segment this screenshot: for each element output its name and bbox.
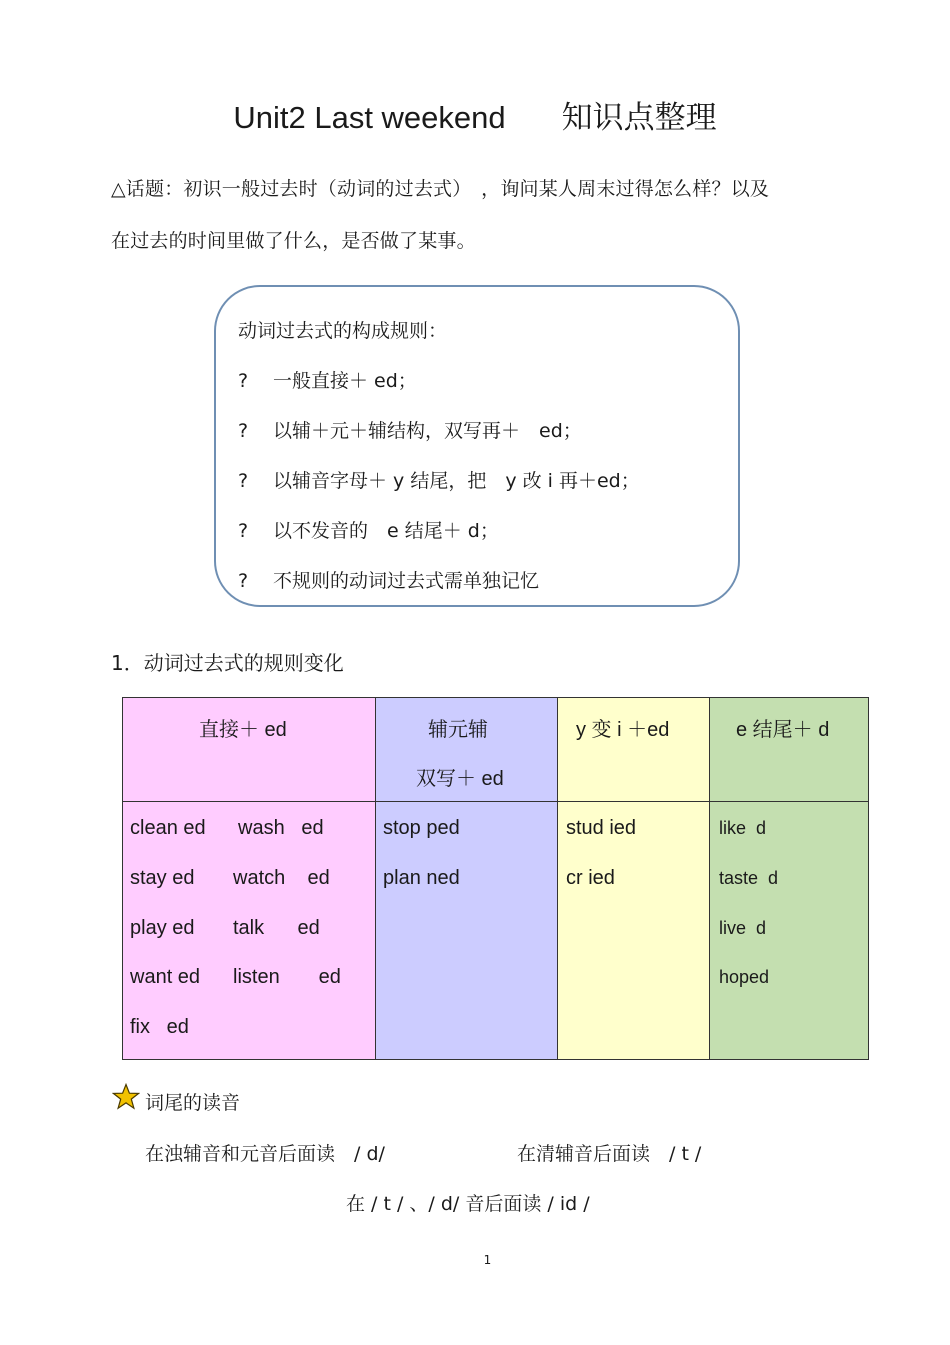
intro-line-1: △话题：初识一般过去时（动词的过去式） ，询问某人周末过得怎么样？以及 bbox=[111, 178, 770, 200]
header-double-ed: 双写＋ ed bbox=[416, 768, 504, 790]
table-cell: stop ped bbox=[383, 817, 460, 839]
table-cell: cr ied bbox=[566, 867, 615, 889]
header-divider bbox=[123, 801, 868, 802]
pronunciation-t-d: 在 / t / 、/ d/ 音后面读 / id / bbox=[346, 1193, 590, 1215]
rule-item: ? 一般直接＋ ed； bbox=[238, 370, 417, 392]
header-direct-ed: 直接＋ ed bbox=[199, 719, 287, 741]
page-number: 1 bbox=[483, 1253, 492, 1267]
table-cell: play ed bbox=[130, 917, 195, 939]
table-cell: listen ed bbox=[233, 966, 341, 988]
pronunciation-voiced: 在浊辅音和元音后面读 / d/ bbox=[145, 1143, 385, 1165]
bullet-icon: ? bbox=[238, 570, 249, 592]
column-e-ending bbox=[710, 698, 868, 1059]
table-cell: like d bbox=[719, 818, 767, 838]
table-cell: clean ed bbox=[130, 817, 206, 839]
column-direct-ed bbox=[123, 698, 376, 1059]
table-cell: stay ed bbox=[130, 867, 195, 889]
bullet-icon: ? bbox=[238, 420, 249, 442]
pronunciation-heading: 词尾的读音 bbox=[145, 1092, 241, 1114]
bullet-icon: ? bbox=[238, 520, 249, 542]
star-icon bbox=[112, 1083, 140, 1111]
past-tense-table bbox=[122, 697, 869, 1060]
table-cell: stud ied bbox=[566, 817, 637, 839]
header-y-to-i: y 变 i ＋ed bbox=[576, 719, 670, 741]
table-cell: plan ned bbox=[383, 867, 460, 889]
title-chinese: 知识点整理 bbox=[561, 100, 717, 136]
table-cell: wash ed bbox=[238, 817, 324, 839]
title-english: Unit2 Last weekend bbox=[233, 100, 506, 135]
table-cell: fix ed bbox=[130, 1016, 189, 1038]
pronunciation-voiceless: 在清辅音后面读 / t / bbox=[517, 1143, 702, 1165]
table-cell: hoped bbox=[719, 967, 770, 987]
rules-heading: 动词过去式的构成规则： bbox=[238, 320, 448, 342]
rule-item: ? 不规则的动词过去式需单独记忆 bbox=[238, 570, 540, 592]
rule-item: ? 以辅音字母＋ y 结尾，把 y 改 i 再＋ed； bbox=[238, 470, 640, 492]
rule-item: ? 以辅＋元＋辅结构，双写再＋ ed； bbox=[238, 420, 582, 442]
table-cell: live d bbox=[719, 918, 767, 938]
header-cvc: 辅元辅 bbox=[428, 719, 488, 741]
column-y-to-i bbox=[558, 698, 710, 1059]
section-heading: 1．动词过去式的规则变化 bbox=[111, 651, 344, 675]
table-cell: talk ed bbox=[233, 917, 320, 939]
table-cell: watch ed bbox=[233, 867, 330, 889]
bullet-icon: ? bbox=[238, 370, 249, 392]
table-cell: taste d bbox=[719, 868, 779, 888]
rule-item: ? 以不发音的 e 结尾＋ d； bbox=[238, 520, 499, 542]
column-double-consonant bbox=[376, 698, 558, 1059]
page-title bbox=[0, 92, 950, 137]
intro-line-2: 在过去的时间里做了什么，是否做了某事。 bbox=[111, 230, 476, 252]
header-e-ending: e 结尾＋ d bbox=[736, 719, 830, 741]
table-cell: want ed bbox=[130, 966, 201, 988]
bullet-icon: ? bbox=[238, 470, 249, 492]
